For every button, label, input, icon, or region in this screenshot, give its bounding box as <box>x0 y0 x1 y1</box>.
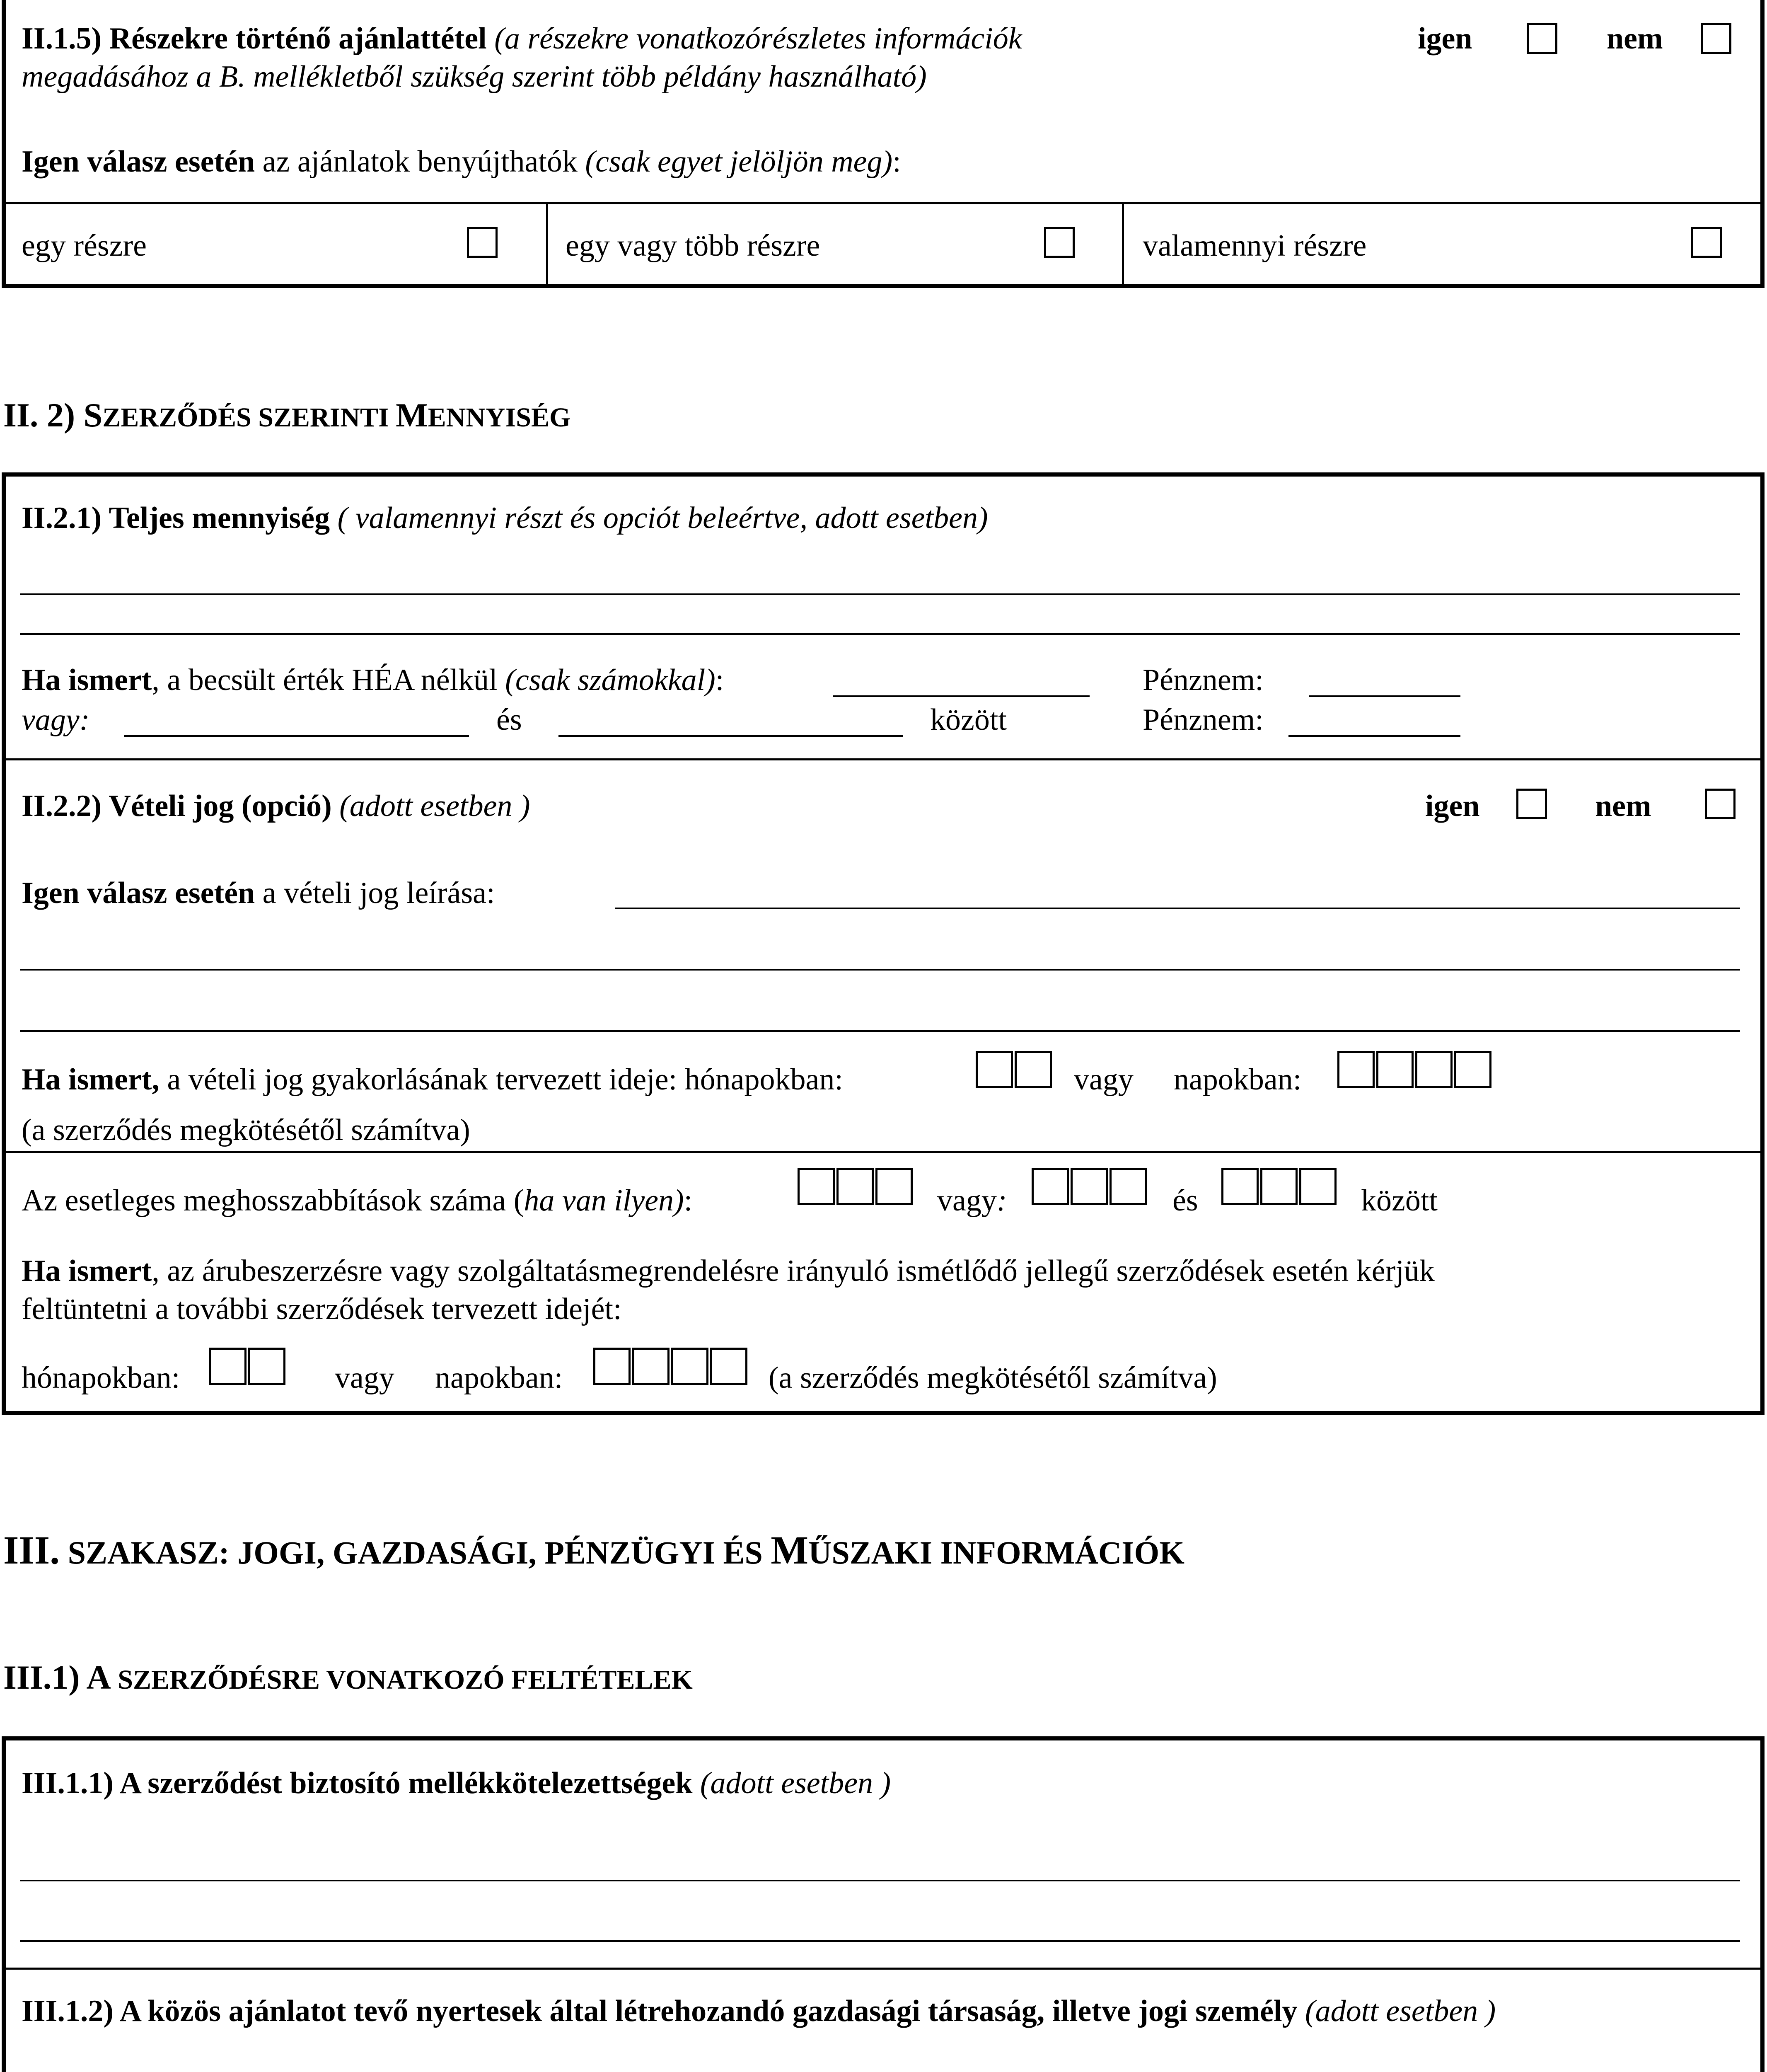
option-one-part-label: egy részre <box>22 229 147 263</box>
or-label: vagy: <box>22 703 90 737</box>
ii-2-heading: II. 2) SZERZŐDÉS SZERINTI MENNYISÉG <box>3 396 571 434</box>
iii-1-1-field-2[interactable] <box>20 1940 1740 1942</box>
digit-box[interactable] <box>209 1348 247 1385</box>
iii-1-2-title: III.1.2) A közös ajánlatot tevő nyertesek által létrehozandó gazdasági társaság, illetve jogi személy <box>22 1994 1298 2028</box>
ii-2-1-divider <box>2 758 1765 760</box>
ii-2-1-title-line <box>22 499 988 537</box>
ii-1-5-no-checkbox[interactable] <box>1701 23 1731 54</box>
range-max-field[interactable] <box>558 735 903 737</box>
option-description-field-3[interactable] <box>20 1030 1740 1032</box>
digit-box[interactable] <box>1337 1051 1375 1088</box>
option-days-boxes[interactable] <box>1337 1051 1493 1088</box>
digit-box[interactable] <box>1221 1168 1259 1205</box>
iii-1-1-title: III.1.1) A szerződést biztosító mellékkötelezettségek <box>22 1766 693 1800</box>
option-one-or-more-checkbox[interactable] <box>1044 227 1075 258</box>
option-all-parts-checkbox[interactable] <box>1691 227 1722 258</box>
iii-1-2-note: (adott esetben ) <box>1305 1994 1496 2028</box>
recurring-line-1: Ha ismert, az árubeszerzésre vagy szolgáltatásmegrendelésre irányuló ismétlődő jellegű szerződések esetén kérjük <box>22 1254 1435 1288</box>
ii-2-2-note: (adott esetben ) <box>339 789 530 823</box>
range-min-field[interactable] <box>124 735 469 737</box>
digit-box[interactable] <box>593 1348 631 1385</box>
ii-2-1-note: ( valamennyi részt és opciót beleértve, adott esetben) <box>337 501 988 535</box>
ii-2-1-title: II.2.1) Teljes mennyiség <box>22 501 330 535</box>
ii-1-5-no-label: nem <box>1607 22 1663 56</box>
option-period-line: Ha ismert, a vételi jog gyakorlásának tervezett ideje: hónapokban: <box>22 1063 843 1097</box>
section-iii-1-heading: III.1) A SZERZŐDÉSRE VONATKOZÓ FELTÉTELEK <box>3 1658 693 1696</box>
iii-1-1-title-line <box>22 1765 891 1802</box>
currency-label-1: Pénznem: <box>1143 663 1264 697</box>
option-description-field-2[interactable] <box>20 969 1740 971</box>
iii-1-1-field-1[interactable] <box>20 1880 1740 1881</box>
digit-box[interactable] <box>671 1348 708 1385</box>
digit-box[interactable] <box>632 1348 670 1385</box>
recurring-months-label: hónapokban: <box>22 1361 180 1395</box>
digit-box[interactable] <box>1260 1168 1298 1205</box>
ii-2-2-no-checkbox[interactable] <box>1705 789 1736 819</box>
recurring-line-2: feltüntetni a további szerződések tervezett idejét: <box>22 1292 622 1326</box>
recurring-days-label: napokban: <box>435 1361 563 1395</box>
digit-box[interactable] <box>1071 1168 1108 1205</box>
extensions-max-boxes[interactable] <box>1221 1168 1338 1205</box>
ii-1-5-note-1: (a részekre vonatkozórészletes információk <box>494 22 1022 56</box>
ii-1-5-if-yes-bold: Igen válasz esetén <box>22 145 255 179</box>
ii-1-5-options-divider <box>2 202 1765 204</box>
recurring-from-contract: (a szerződés megkötésétől számítva) <box>769 1361 1217 1395</box>
option-days-label: napokban: <box>1174 1063 1302 1097</box>
digit-box[interactable] <box>798 1168 835 1205</box>
recurring-months-boxes[interactable] <box>209 1348 287 1385</box>
ii-1-5-if-yes-line: Igen válasz esetén az ajánlatok benyújthatók (csak egyet jelöljön meg): <box>22 145 901 179</box>
ii-1-5-title: II.1.5) Részekre történő ajánlattétel <box>22 22 487 56</box>
ii-1-5-yes-label: igen <box>1418 22 1472 56</box>
digit-box[interactable] <box>875 1168 913 1205</box>
digit-box[interactable] <box>1110 1168 1147 1205</box>
extensions-label: Az esetleges meghosszabbítások száma (ha van ilyen): <box>22 1184 693 1218</box>
ii-2-2-no-label: nem <box>1595 789 1651 823</box>
option-one-or-more-label: egy vagy több részre <box>566 229 820 263</box>
ii-2-1-blank-line-2[interactable] <box>20 633 1740 635</box>
ii-2-2-yes-label: igen <box>1425 789 1480 823</box>
ii-2-2-title: II.2.2) Vételi jog (opció) <box>22 789 332 823</box>
currency-label-2: Pénznem: <box>1143 703 1264 737</box>
option-or-label: vagy <box>1074 1063 1134 1097</box>
digit-box[interactable] <box>1454 1051 1491 1088</box>
currency-field-1[interactable] <box>1309 695 1460 697</box>
digit-box[interactable] <box>710 1348 747 1385</box>
iii-1-2-title-line <box>22 1992 1496 2030</box>
ii-1-5-options-sep-2 <box>1122 202 1124 285</box>
extensions-between-label: között <box>1361 1184 1438 1218</box>
option-all-parts-label: valamennyi részre <box>1143 229 1367 263</box>
ii-2-2-divider <box>2 1151 1765 1153</box>
ii-1-5-title-line1 <box>22 20 1022 57</box>
ii-1-5-note-2: megadásához a B. mellékletből szükség szerint több példány használható) <box>22 60 927 94</box>
ii-2-2-yes-checkbox[interactable] <box>1516 789 1547 819</box>
digit-box[interactable] <box>1376 1051 1414 1088</box>
extensions-min-boxes[interactable] <box>1032 1168 1148 1205</box>
ii-1-5-if-yes-note: (csak egyet jelöljön meg) <box>585 145 893 179</box>
digit-box[interactable] <box>836 1168 874 1205</box>
ii-1-5-yes-checkbox[interactable] <box>1527 23 1557 54</box>
digit-box[interactable] <box>1299 1168 1337 1205</box>
currency-field-2[interactable] <box>1288 735 1460 737</box>
option-months-boxes[interactable] <box>976 1051 1054 1088</box>
digit-box[interactable] <box>976 1051 1013 1088</box>
and-label: és <box>496 703 522 737</box>
option-description-label: Igen válasz esetén a vételi jog leírása: <box>22 876 495 910</box>
ii-1-5-if-yes-text: az ajánlatok benyújthatók <box>262 145 578 179</box>
estimated-value-field[interactable] <box>833 695 1090 697</box>
option-one-part-checkbox[interactable] <box>467 227 498 258</box>
digit-box[interactable] <box>248 1348 285 1385</box>
iii-1-1-note: (adott esetben ) <box>700 1766 891 1800</box>
ii-2-1-estimate-line: Ha ismert, a becsült érték HÉA nélkül (csak számokkal): <box>22 663 724 697</box>
ii-2-2-title-line <box>22 787 530 825</box>
iii-1-divider <box>2 1968 1765 1970</box>
extensions-count-boxes[interactable] <box>798 1168 914 1205</box>
ii-1-5-options-sep-1 <box>546 202 548 285</box>
ii-2-1-blank-line-1[interactable] <box>20 593 1740 595</box>
digit-box[interactable] <box>1015 1051 1052 1088</box>
digit-box[interactable] <box>1415 1051 1453 1088</box>
option-from-contract: (a szerződés megkötésétől számítva) <box>22 1113 470 1147</box>
recurring-days-boxes[interactable] <box>593 1348 749 1385</box>
section-iii-heading: III. SZAKASZ: JOGI, GAZDASÁGI, PÉNZÜGYI ÉS MŰSZAKI INFORMÁCIÓK <box>3 1528 1184 1572</box>
recurring-or-label: vagy <box>335 1361 394 1395</box>
digit-box[interactable] <box>1032 1168 1069 1205</box>
between-label: között <box>930 703 1007 737</box>
extensions-or-label: vagy: <box>937 1184 1007 1218</box>
option-description-field-1[interactable] <box>615 908 1740 909</box>
extensions-and-label: és <box>1172 1184 1198 1218</box>
